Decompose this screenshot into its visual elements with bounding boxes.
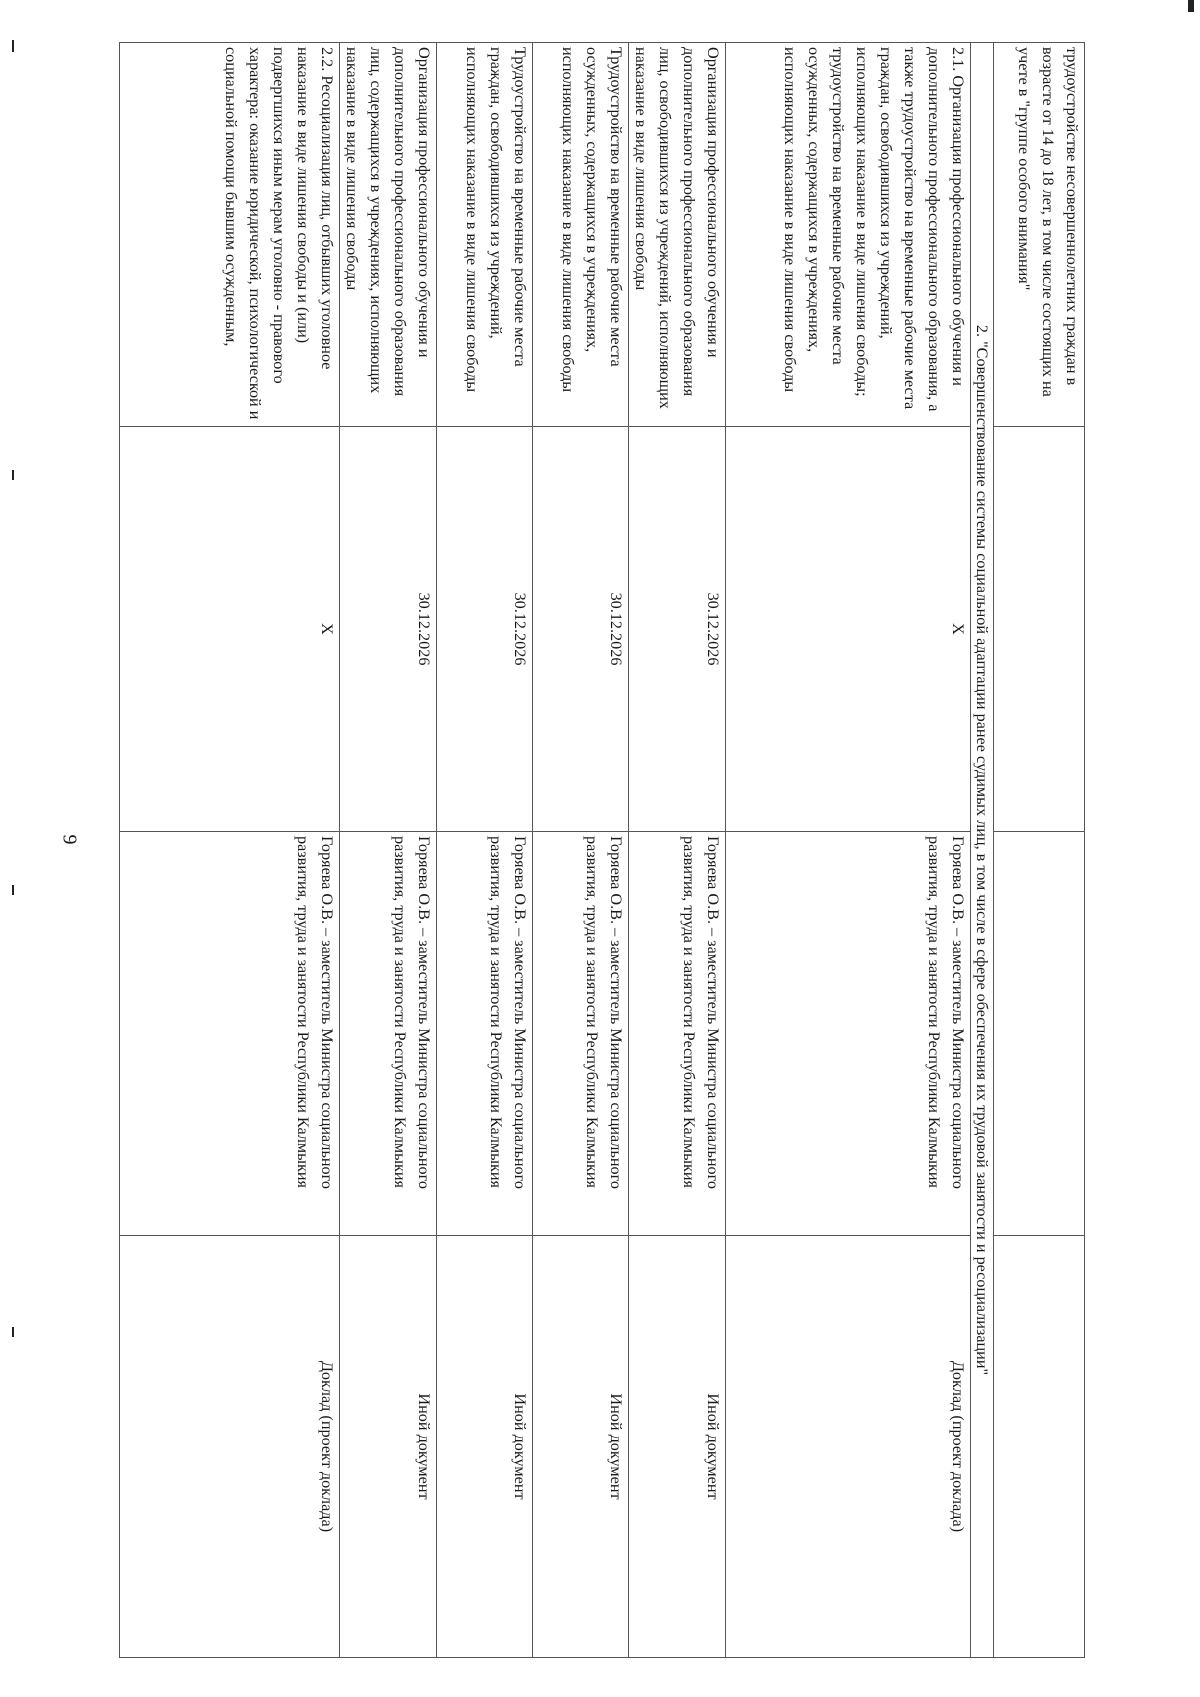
document-cell: Иной документ — [629, 1236, 726, 1658]
deadline-cell: 30.12.2026 — [629, 427, 726, 832]
deadline-cell: 30.12.2026 — [437, 427, 533, 832]
responsible-cell: Горяева О.В. – заместитель Министра социального развития, труда и занятости Республики Калмыкия — [726, 832, 971, 1236]
plan-table — [119, 42, 1085, 1658]
table-row — [994, 43, 1085, 1658]
document-cell: Доклад (проект доклада) — [120, 1236, 340, 1658]
document-cell: Иной документ — [437, 1236, 533, 1658]
table-row — [437, 43, 533, 1658]
responsible-cell: Горяева О.В. – заместитель Министра социального развития, труда и занятости Республики Калмыкия — [533, 832, 629, 1236]
responsible-cell: Горяева О.В. – заместитель Министра социального развития, труда и занятости Республики Калмыкия — [340, 832, 437, 1236]
deadline-cell: 30.12.2026 — [533, 427, 629, 832]
page-number: 9 — [58, 834, 81, 845]
scan-mark — [12, 470, 14, 480]
scan-mark — [12, 1327, 14, 1337]
deadline-cell: 30.12.2026 — [340, 427, 437, 832]
document-cell — [994, 1236, 1085, 1658]
deadline-cell: X — [120, 427, 340, 832]
activity-cell: 2.2. Ресоциализация лиц, отбывших уголовное наказание в виде лишения свободы и (или) подвергшихся иным мерам уголовно - правового характера: оказание юридической, психологической и социальной помощи бывшим осужденным, — [120, 43, 340, 427]
table-row — [340, 43, 437, 1658]
deadline-cell — [994, 427, 1085, 832]
activity-cell: 2.1. Организация профессионального обучения и дополнительного профессионального образования, а также трудоустройство на временные рабочие места граждан, освободившихся из учреждений, исполняющих наказание в виде лишения свободы; трудоустройство на временные рабочие места осужденных, содержащихся в учреждениях, исполняющих наказание в виде лишения свободы — [726, 43, 971, 427]
responsible-cell: Горяева О.В. – заместитель Министра социального развития, труда и занятости Республики Калмыкия — [437, 832, 533, 1236]
deadline-cell: X — [726, 427, 971, 832]
table-row — [533, 43, 629, 1658]
scan-mark — [1188, 0, 1194, 12]
scan-mark — [12, 885, 14, 895]
responsible-cell: Горяева О.В. – заместитель Министра социального развития, труда и занятости Республики Калмыкия — [629, 832, 726, 1236]
activity-cell: Организация профессионального обучения и дополнительного профессионального образования лиц, содержащихся в учреждениях, исполняющих наказание в виде лишения свободы — [340, 43, 437, 427]
document-cell: Иной документ — [340, 1236, 437, 1658]
table-row — [120, 43, 340, 1658]
activity-cell: Трудоустройство на временные рабочие места осужденных, содержащихся в учреждениях, исполняющих наказание в виде лишения свободы — [533, 43, 629, 427]
section-title: 2. "Совершенствование системы социальной адаптации ранее судимых лиц, в том числе в сфере обеспечения их трудовой занятости и ресоциализации" — [971, 43, 994, 1658]
document-cell: Доклад (проект доклада) — [726, 1236, 971, 1658]
section-row — [971, 43, 994, 1658]
responsible-cell: Горяева О.В. – заместитель Министра социального развития, труда и занятости Республики Калмыкия — [120, 832, 340, 1236]
scan-mark — [12, 40, 14, 52]
rotated-table-container — [125, 42, 1085, 1657]
activity-cell: трудоустройстве несовершеннолетних граждан в возрасте от 14 до 18 лет, в том числе состоящих на учете в "группе особого внимания" — [994, 43, 1085, 427]
document-cell: Иной документ — [533, 1236, 629, 1658]
activity-cell: Трудоустройство на временные рабочие места граждан, освободившихся из учреждений, исполняющих наказание в виде лишения свободы — [437, 43, 533, 427]
activity-cell: Организация профессионального обучения и дополнительного профессионального образования лиц, освободившихся из учреждений, исполняющих наказание в виде лишения свободы — [629, 43, 726, 427]
table-row — [629, 43, 726, 1658]
responsible-cell — [994, 832, 1085, 1236]
table-row — [726, 43, 971, 1658]
